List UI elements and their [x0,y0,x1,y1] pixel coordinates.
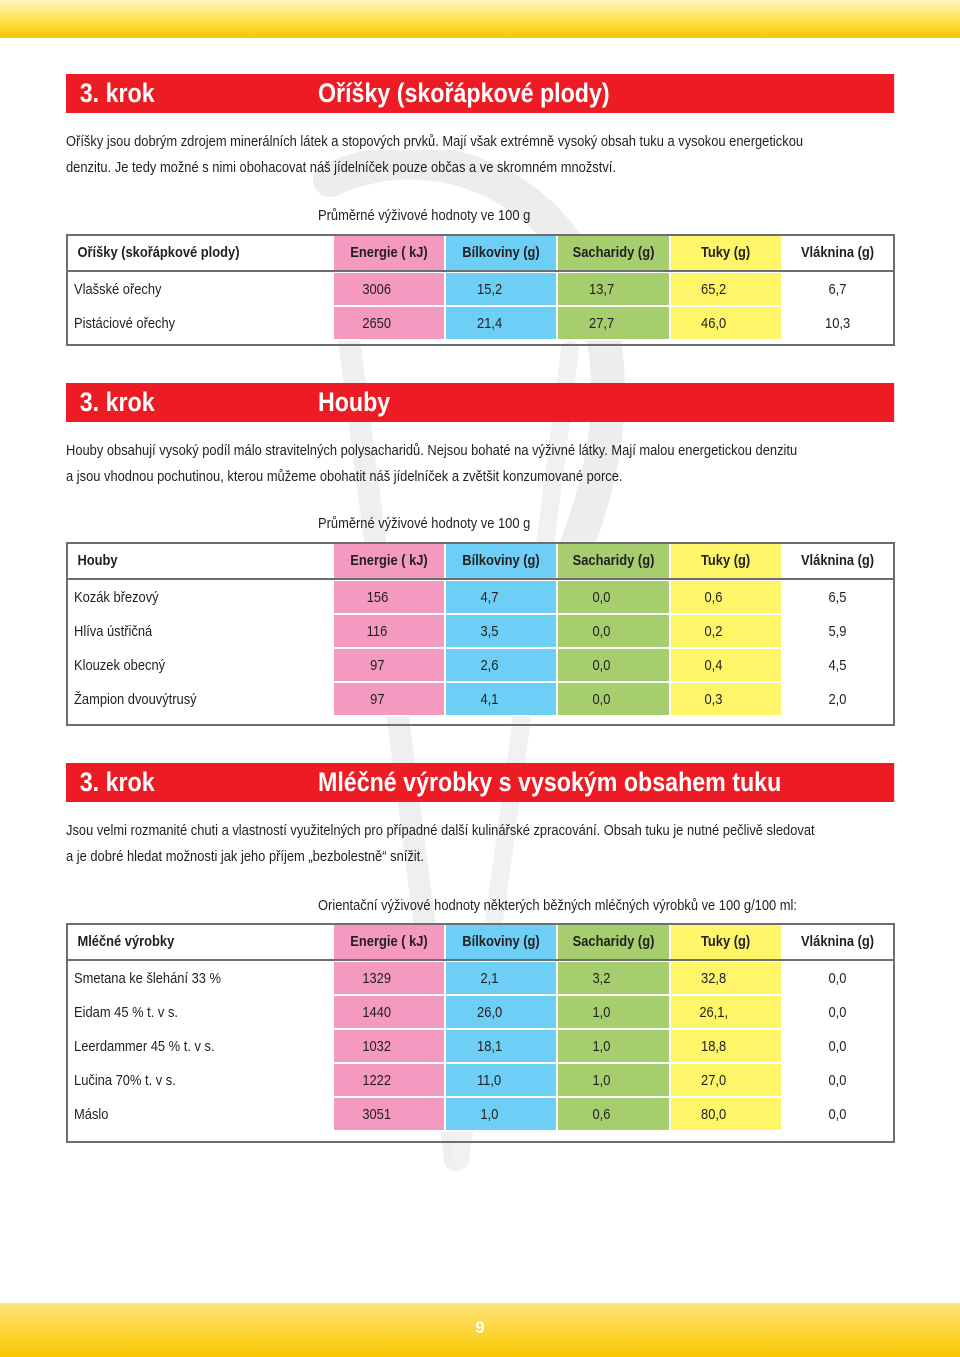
section-banner-mushrooms [66,383,894,422]
value-cell: 3,5 [445,614,557,648]
value-cell: 0,0 [782,1097,894,1131]
table-row [67,961,894,995]
value-cell: 32,8 [670,961,782,995]
value-cell: 26,0 [445,995,557,1029]
nutrition-table-dairy [66,923,895,1132]
table-row [67,614,894,648]
column-header: Sacharidy (g) [557,923,669,961]
table-caption-dairy: Orientační výživové hodnoty některých běžných mléčných výrobků ve 100 g/100 ml: [318,897,797,914]
value-cell: 4,7 [445,580,557,614]
value-cell: 65,2 [670,272,782,306]
value-cell: 0,0 [782,995,894,1029]
nutrition-table-nuts [66,234,895,341]
value-cell: 5,9 [782,614,894,648]
section-title: Oříšky (skořápkové plody) [317,78,610,108]
column-header: Oříšky (skořápkové plody) [67,234,333,272]
column-header: Bílkoviny (g) [445,542,557,580]
food-name-cell: Pistáciové ořechy [67,306,333,340]
column-header: Tuky (g) [670,923,782,961]
page-number: 9 [475,1318,485,1337]
value-cell: 2650 [333,306,445,340]
column-header: Sacharidy (g) [557,542,669,580]
table-row [67,1097,894,1131]
value-cell: 27,7 [557,306,669,340]
value-cell: 15,2 [445,272,557,306]
value-cell: 1,0 [557,1029,669,1063]
food-name-cell: Lučina 70% t. v s. [67,1063,333,1097]
value-cell: 0,6 [670,580,782,614]
column-header: Houby [67,542,333,580]
column-header: Bílkoviny (g) [445,234,557,272]
value-cell: 2,0 [782,682,894,716]
header-divider [66,959,895,961]
value-cell: 6,5 [782,580,894,614]
table-header-row [67,923,894,961]
value-cell: 0,0 [782,961,894,995]
food-name-cell: Hlíva ústřičná [67,614,333,648]
header-divider [66,270,895,272]
section-title: Mléčné výrobky s vysokým obsahem tuku [317,767,782,797]
table-caption-nuts: Průměrné výživové hodnoty ve 100 g [318,207,531,224]
value-cell: 2,1 [445,961,557,995]
section-banner-nuts [66,74,894,113]
table-row [67,648,894,682]
table-header-row [67,542,894,580]
column-header: Tuky (g) [670,542,782,580]
value-cell: 0,0 [557,682,669,716]
table-caption-mushrooms: Průměrné výživové hodnoty ve 100 g [318,515,531,532]
value-cell: 18,8 [670,1029,782,1063]
value-cell: 10,3 [782,306,894,340]
value-cell: 3051 [333,1097,445,1131]
food-name-cell: Leerdammer 45 % t. v s. [67,1029,333,1063]
step-number: 3. krok [79,78,155,108]
column-header: Sacharidy (g) [557,234,669,272]
column-header: Mléčné výrobky [67,923,333,961]
value-cell: 0,0 [557,580,669,614]
column-header: Tuky (g) [670,234,782,272]
step-number: 3. krok [79,387,155,417]
food-name-cell: Vlašské ořechy [67,272,333,306]
value-cell: 1440 [333,995,445,1029]
value-cell: 0,6 [557,1097,669,1131]
food-name-cell: Smetana ke šlehání 33 % [67,961,333,995]
table-row [67,995,894,1029]
column-header: Vláknina (g) [782,542,894,580]
value-cell: 0,0 [557,648,669,682]
value-cell: 80,0 [670,1097,782,1131]
food-name-cell: Máslo [67,1097,333,1131]
section-intro-dairy: Jsou velmi rozmanité chuti a vlastností využitelných pro případné další kulinářské zpracování. Obsah tuku je nutné pečlivě sledovat a je dobré hledat možnosti jak jeho příjem „bezbolestně“ snížit. [66,822,815,865]
column-header: Vláknina (g) [782,234,894,272]
value-cell: 0,0 [557,614,669,648]
table-row [67,1029,894,1063]
food-name-cell: Eidam 45 % t. v s. [67,995,333,1029]
value-cell: 4,5 [782,648,894,682]
value-cell: 3,2 [557,961,669,995]
top-decor-bar [0,0,960,38]
table-row [67,580,894,614]
value-cell: 6,7 [782,272,894,306]
food-name-cell: Kozák březový [67,580,333,614]
value-cell: 1,0 [557,995,669,1029]
value-cell: 13,7 [557,272,669,306]
table-row [67,306,894,340]
value-cell: 0,3 [670,682,782,716]
value-cell: 27,0 [670,1063,782,1097]
value-cell: 2,6 [445,648,557,682]
column-header: Energie ( kJ) [333,234,445,272]
value-cell: 1222 [333,1063,445,1097]
step-number: 3. krok [79,767,155,797]
value-cell: 1,0 [557,1063,669,1097]
value-cell: 18,1 [445,1029,557,1063]
value-cell: 3006 [333,272,445,306]
value-cell: 21,4 [445,306,557,340]
column-header: Vláknina (g) [782,923,894,961]
value-cell: 116 [333,614,445,648]
value-cell: 0,2 [670,614,782,648]
value-cell: 26,1, [670,995,782,1029]
food-name-cell: Žampion dvouvýtrusý [67,682,333,716]
table-row [67,1063,894,1097]
value-cell: 11,0 [445,1063,557,1097]
value-cell: 0,0 [782,1063,894,1097]
section-title: Houby [317,387,391,417]
value-cell: 156 [333,580,445,614]
value-cell: 1032 [333,1029,445,1063]
column-header: Energie ( kJ) [333,923,445,961]
food-name-cell: Klouzek obecný [67,648,333,682]
value-cell: 97 [333,682,445,716]
section-intro-nuts: Oříšky jsou dobrým zdrojem minerálních látek a stopových prvků. Mají však extrémně vysoký obsah tuku a vysokou energetickou denzitu. Je tedy možné s nimi obohacovat náš jídelníček pouze občas a ve skromném množství. [66,133,804,176]
value-cell: 1,0 [445,1097,557,1131]
value-cell: 46,0 [670,306,782,340]
value-cell: 0,4 [670,648,782,682]
section-banner-dairy [66,763,894,802]
value-cell: 4,1 [445,682,557,716]
table-row [67,272,894,306]
nutrition-table-mushrooms [66,542,895,717]
column-header: Bílkoviny (g) [445,923,557,961]
column-header: Energie ( kJ) [333,542,445,580]
header-divider [66,578,895,580]
value-cell: 0,0 [782,1029,894,1063]
table-row [67,682,894,716]
value-cell: 97 [333,648,445,682]
table-header-row [67,234,894,272]
section-intro-mushrooms: Houby obsahují vysoký podíl málo stravitelných polysacharidů. Nejsou bohaté na výživné látky. Mají malou energetickou denzitu a jsou vhodnou pochutinou, kterou můžeme obohatit náš jídelníček a zvětšit konzumované porce. [66,442,798,485]
value-cell: 1329 [333,961,445,995]
